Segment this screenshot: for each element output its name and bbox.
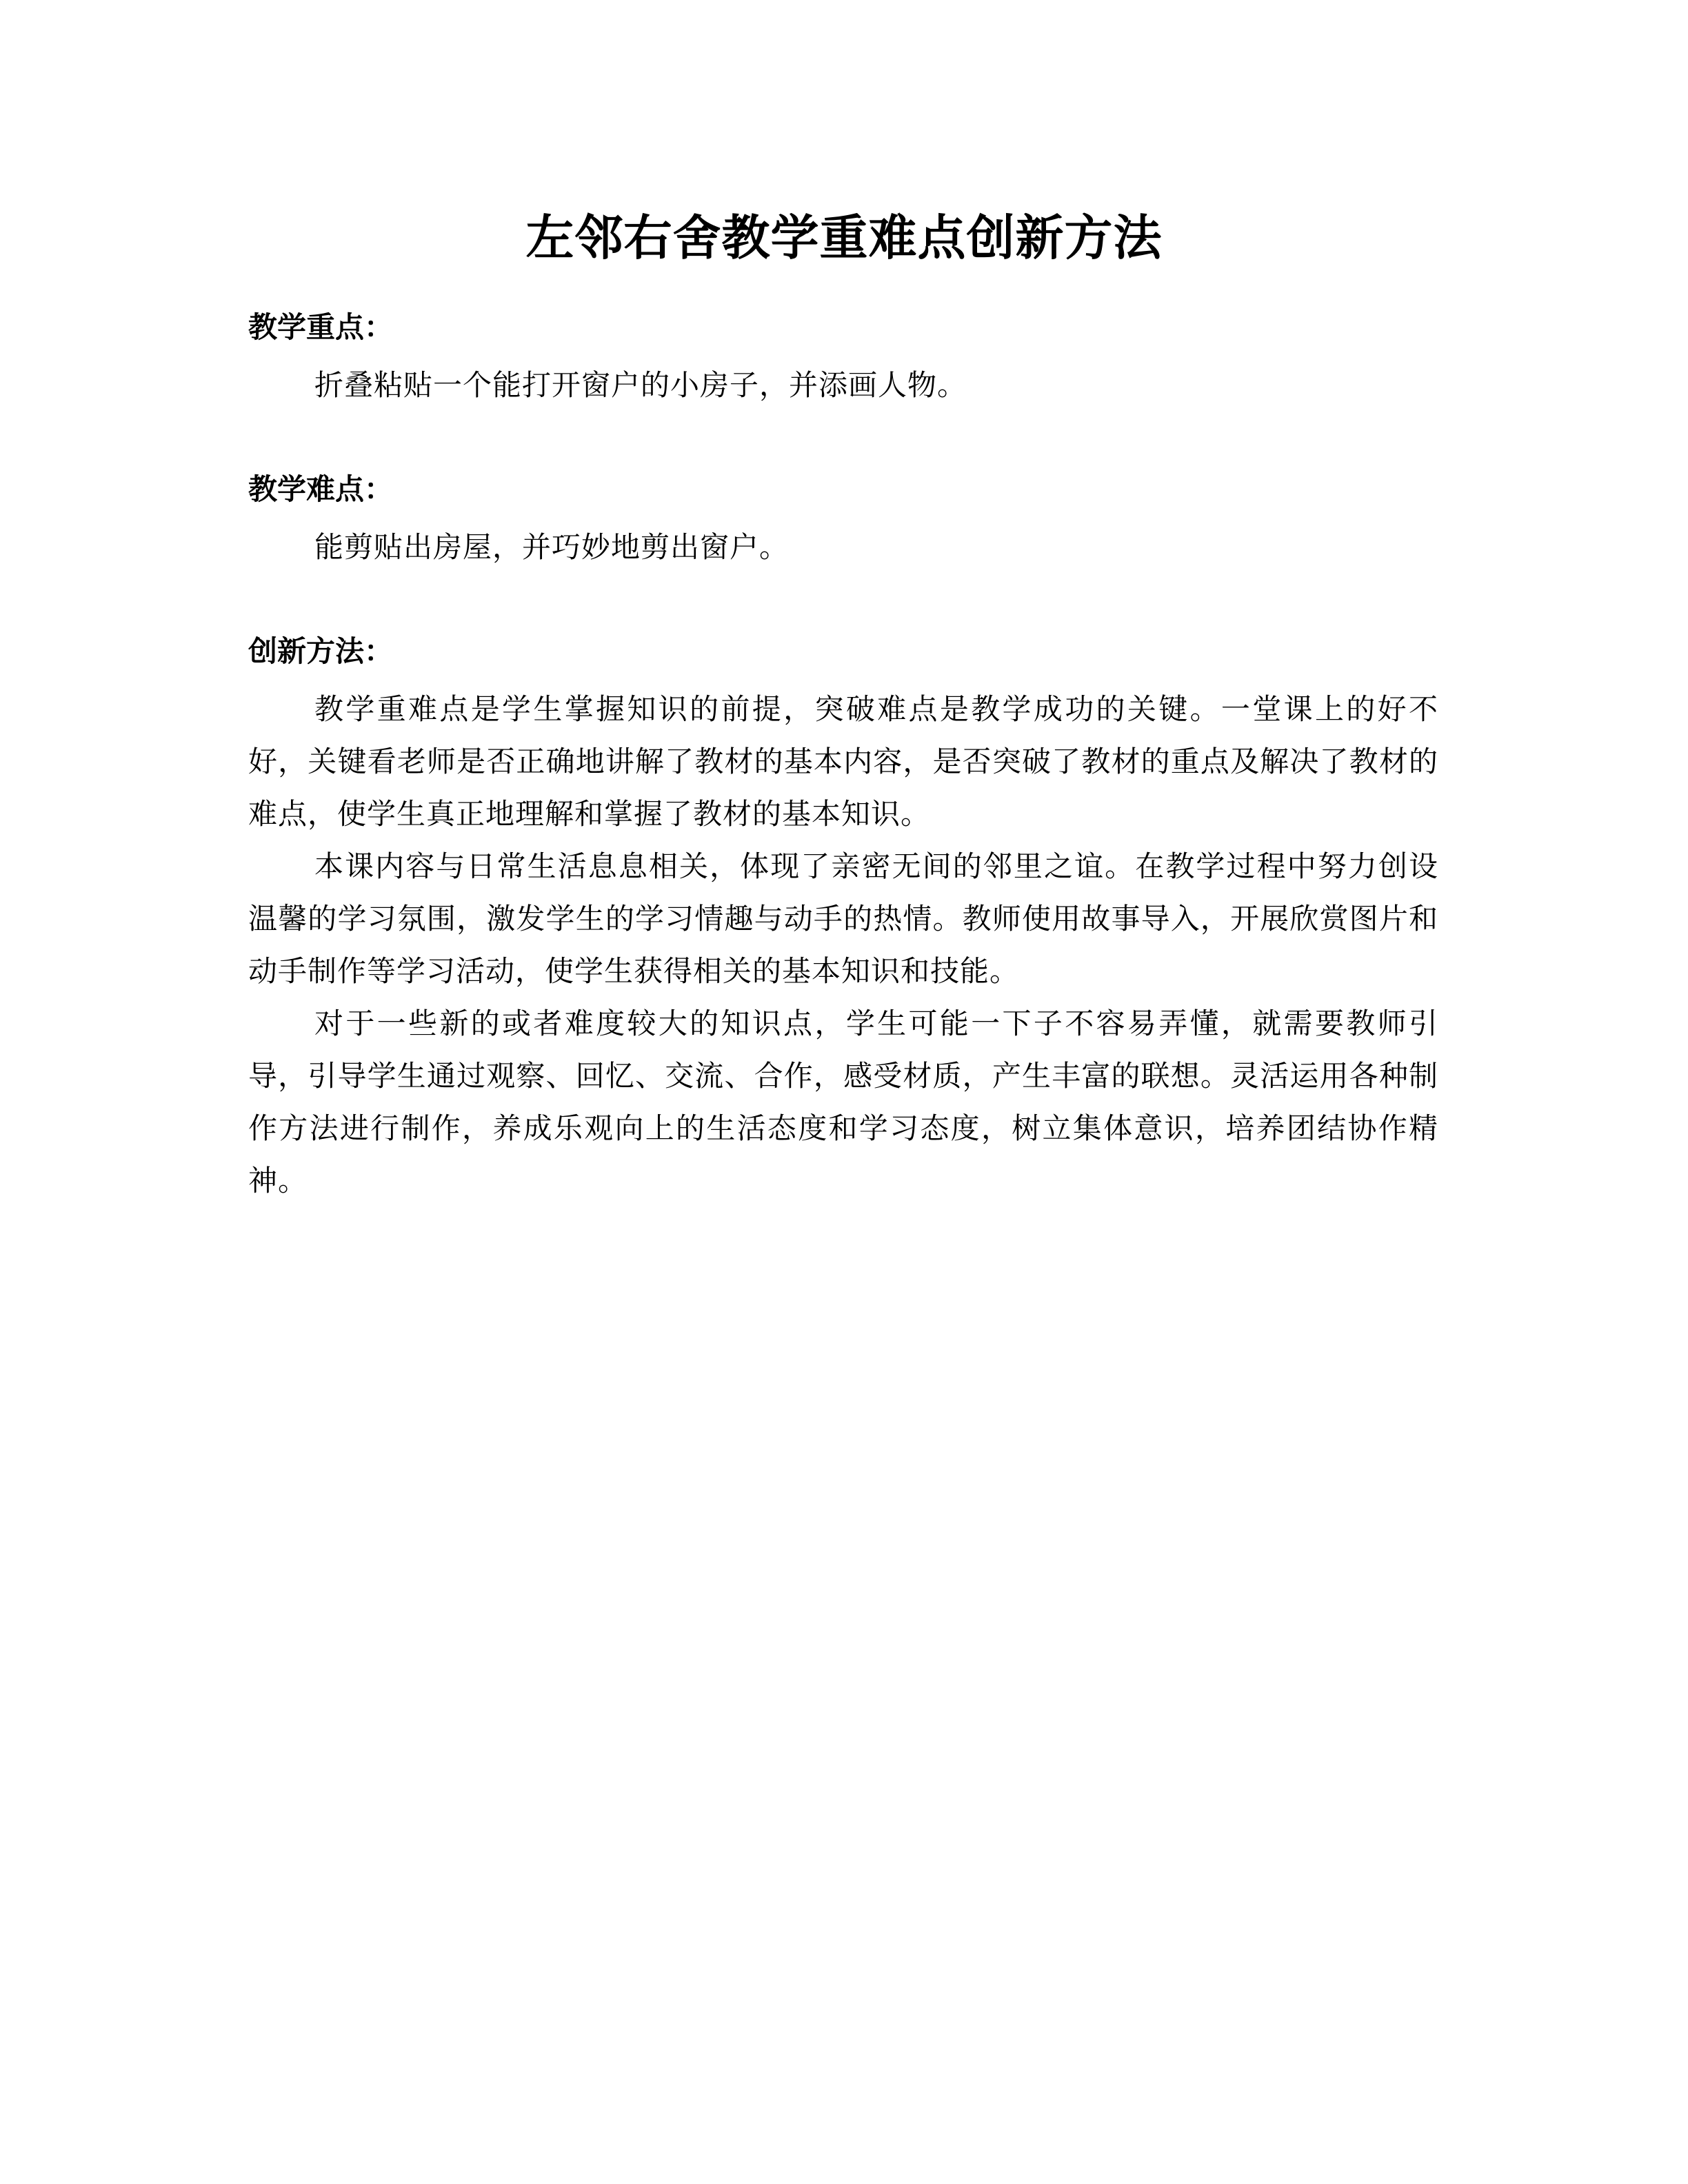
- section-heading-method: 创新方法：: [248, 634, 394, 668]
- method-paragraph-2: 本课内容与日常生活息息相关，体现了亲密无间的邻里之谊。在教学过程中努力创设温馨的学习氛围，激发学生的学习情趣与动手的热情。教师使用故事导入，开展欣赏图片和动手制作等学习活动，使学生获得相关的基本知识和技能。: [248, 849, 1438, 988]
- section-heading-difficulty: 教学难点：: [248, 472, 394, 506]
- method-paragraph-1: 教学重难点是学生掌握知识的前提，突破难点是教学成功的关键。一堂课上的好不好，关键看老师是否正确地讲解了教材的基本内容，是否突破了教材的重点及解决了教材的难点，使学生真正地理解和掌握了教材的基本知识。: [248, 692, 1438, 831]
- section-innovation-method: [248, 631, 1438, 1207]
- section-teaching-difficulty: [248, 469, 1438, 574]
- section-teaching-focus: [248, 307, 1438, 412]
- document-title: 左邻右舍教学重难点创新方法: [525, 209, 1163, 266]
- section-text-difficulty: 能剪贴出房屋，并巧妙地剪出窗户。: [314, 530, 790, 564]
- section-text-focus: 折叠粘贴一个能打开窗户的小房子，并添画人物。: [314, 368, 967, 402]
- method-paragraph-3: 对于一些新的或者难度较大的知识点，学生可能一下子不容易弄懂，就需要教师引导，引导学生通过观察、回忆、交流、合作，感受材质，产生丰富的联想。灵活运用各种制作方法进行制作，养成乐观向上的生活态度和学习态度，树立集体意识，培养团结协作精神。: [248, 1007, 1438, 1197]
- section-heading-focus: 教学重点：: [248, 310, 394, 344]
